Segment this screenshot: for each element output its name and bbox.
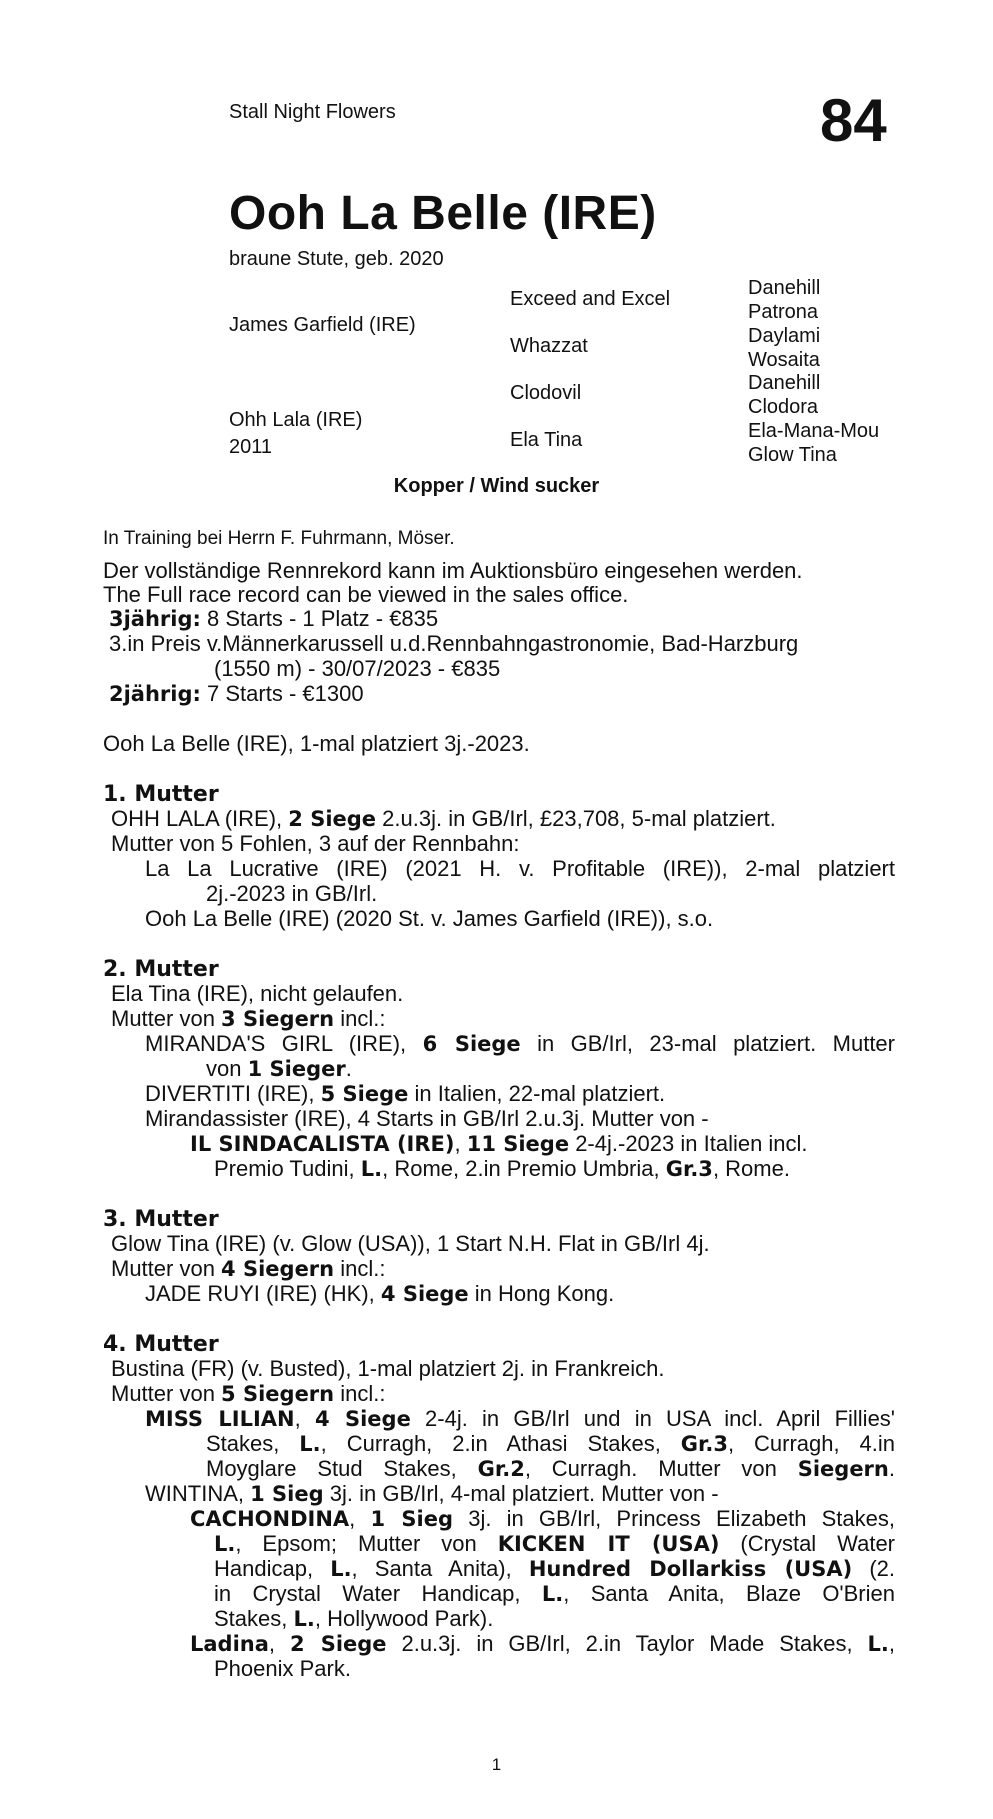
pedigree-gen3-3: Daylami <box>748 325 821 347</box>
record-age3 <box>109 606 438 632</box>
dam4-produce <box>111 1381 385 1407</box>
pedigree-gen3-1: Danehill <box>748 277 821 299</box>
dam4-horse: KICKEN IT (USA) <box>497 1532 720 1556</box>
dam4-text: , Santa Anita, Blaze O'Brien <box>563 1581 895 1606</box>
pedigree-gen3-4: Wosaita <box>748 349 820 371</box>
dam4-grade: L. <box>867 1632 889 1656</box>
dam2-wins: 11 Siege <box>466 1132 570 1156</box>
dam4-grandfoal-2 <box>190 1631 895 1657</box>
record-age2 <box>109 681 364 707</box>
dam2-foal-2 <box>145 1081 665 1107</box>
dam4-text: , Hollywood Park). <box>314 1606 494 1631</box>
dam2-text: DIVERTITI (IRE), <box>145 1081 321 1106</box>
dam4-grandfoal-1 <box>190 1506 895 1532</box>
record-age2-label: 2jährig: <box>109 682 201 706</box>
record-note-en: The Full race record can be viewed in the sales office. <box>103 582 629 607</box>
dam3-text: JADE RUYI (IRE) (HK), <box>145 1281 381 1306</box>
dam4-grandfoal-1-cont <box>214 1606 493 1632</box>
dam4-text: incl.: <box>334 1381 386 1406</box>
dam2-text: von <box>206 1056 248 1081</box>
dam4-winners: 5 Siegern <box>221 1382 335 1406</box>
dam4-text: , Curragh. Mutter von <box>524 1456 798 1481</box>
pedigree-dam-year: 2011 <box>229 436 273 458</box>
dam4-grade: L. <box>330 1557 352 1581</box>
vice-note: Kopper / Wind sucker <box>393 475 600 497</box>
dam4-foal-1-cont <box>206 1456 895 1482</box>
dam3-produce <box>111 1256 385 1282</box>
dam2-winners: 1 Sieger <box>247 1057 346 1081</box>
dam4-grandfoal-1-cont <box>214 1581 895 1607</box>
dam3-wins: 4 Siege <box>380 1282 469 1306</box>
dam3-foal-1 <box>145 1281 614 1307</box>
record-age3-place-cont: (1550 m) - 30/07/2023 - €835 <box>214 656 501 681</box>
dam1-wins: 2 Siege <box>288 807 377 831</box>
dam4-text: Mutter von <box>111 1381 222 1406</box>
dam4-text: , Curragh, 4.in <box>727 1431 895 1456</box>
pedigree-gen3-7: Ela-Mana-Mou <box>748 420 880 442</box>
dam4-grade: Gr.3 <box>680 1432 728 1456</box>
dam2-foal-1-cont <box>206 1056 352 1082</box>
dam4-horse: Ladina <box>190 1632 269 1656</box>
dam2-text: 2-4j.-2023 in Italien incl. <box>569 1131 808 1156</box>
dam4-text: 3j. in GB/Irl, Princess Elizabeth Stakes, <box>453 1506 895 1531</box>
dam2-text: incl.: <box>334 1006 386 1031</box>
dam3-text: Mutter von <box>111 1256 222 1281</box>
page-number: 1 <box>491 1755 502 1774</box>
dam1-produce: Mutter von 5 Fohlen, 3 auf der Rennbahn: <box>111 831 520 856</box>
dam3-line: Glow Tina (IRE) (v. Glow (USA)), 1 Start N.H. Flat in GB/Irl 4j. <box>111 1231 710 1256</box>
lot-number: 84 <box>820 87 887 154</box>
record-age2-text: 7 Starts - €1300 <box>200 681 364 706</box>
dam2-heading: 2. Mutter <box>103 957 219 982</box>
dam1-foal-2: Ooh La Belle (IRE) (2020 St. v. James Garfield (IRE)), s.o. <box>145 906 714 931</box>
dam4-grandfoal-2-cont: Phoenix Park. <box>214 1656 351 1681</box>
training-note: In Training bei Herrn F. Fuhrmann, Möser. <box>103 528 455 549</box>
race-summary: Ooh La Belle (IRE), 1-mal platziert 3j.-2023. <box>103 731 530 756</box>
dam4-text: 2.u.3j. in GB/Irl, 2.in Taylor Made Stakes, <box>386 1631 868 1656</box>
dam2-text: in Italien, 22-mal platziert. <box>408 1081 666 1106</box>
pedigree-gen3-5: Danehill <box>748 372 821 394</box>
dam4-wins: 4 Siege <box>314 1407 411 1431</box>
dam2-grade: L. <box>360 1157 383 1181</box>
dam4-text: , Epsom; Mutter von <box>235 1531 498 1556</box>
dam4-text: (Crystal Water <box>719 1531 896 1556</box>
dam2-text: in GB/Irl, 23-mal platziert. Mutter <box>520 1031 895 1056</box>
dam1-foal-1: La La Lucrative (IRE) (2021 H. v. Profitable (IRE)), 2-mal platziert <box>145 856 895 881</box>
dam4-grade: L. <box>214 1532 236 1556</box>
dam4-wins: 1 Sieg <box>370 1507 454 1531</box>
dam4-text: (2. <box>852 1556 895 1581</box>
dam2-wins: 5 Siege <box>320 1082 409 1106</box>
dam4-text: , <box>888 1631 896 1656</box>
dam4-foal-1 <box>145 1406 895 1432</box>
horse-description: braune Stute, geb. 2020 <box>229 248 444 270</box>
horse-name: Ooh La Belle (IRE) <box>229 187 657 240</box>
dam1-foal-1-cont: 2j.-2023 in GB/Irl. <box>206 881 378 906</box>
dam4-text: . <box>888 1456 895 1481</box>
stable-name: Stall Night Flowers <box>229 101 396 123</box>
record-age3-label: 3jährig: <box>109 607 201 631</box>
dam4-foal-2 <box>145 1481 719 1507</box>
dam3-heading: 3. Mutter <box>103 1207 219 1232</box>
dam4-text: Moyglare Stud Stakes, <box>206 1456 478 1481</box>
pedigree-sire-sire: Exceed and Excel <box>510 288 671 310</box>
dam2-text: , <box>454 1131 467 1156</box>
pedigree-dam: Ohh Lala (IRE) <box>229 409 363 431</box>
dam3-text: in Hong Kong. <box>468 1281 615 1306</box>
dam4-text: 3j. in GB/Irl, 4-mal platziert. Mutter von - <box>323 1481 719 1506</box>
dam4-heading: 4. Mutter <box>103 1332 219 1357</box>
dam2-foal-1 <box>145 1031 895 1057</box>
pedigree-sire-dam: Whazzat <box>510 335 588 357</box>
dam4-grade: Gr.2 <box>477 1457 525 1481</box>
dam4-wins: 2 Siege <box>289 1632 387 1656</box>
record-age3-place: 3.in Preis v.Männerkarussell u.d.Rennbahngastronomie, Bad-Harzburg <box>109 631 799 656</box>
dam3-winners: 4 Siegern <box>221 1257 335 1281</box>
dam2-grandfoal-cont <box>214 1156 790 1182</box>
dam1-heading: 1. Mutter <box>103 782 219 807</box>
dam4-horse: Hundred Dollarkiss (USA) <box>528 1557 853 1581</box>
dam2-horse: IL SINDACALISTA (IRE) <box>190 1132 455 1156</box>
dam2-wins: 6 Siege <box>422 1032 521 1056</box>
dam4-text: Stakes, <box>214 1606 294 1631</box>
dam2-text: , Rome. <box>712 1156 790 1181</box>
dam1-text: OHH LALA (IRE), <box>111 806 289 831</box>
dam4-foal-1-cont <box>206 1431 895 1457</box>
dam2-produce <box>111 1006 385 1032</box>
dam2-foal-3: Mirandassister (IRE), 4 Starts in GB/Irl 2.u.3j. Mutter von - <box>145 1106 709 1131</box>
dam2-winners: 3 Siegern <box>221 1007 335 1031</box>
dam4-winners: Siegern <box>797 1457 889 1481</box>
dam2-text: MIRANDA'S GIRL (IRE), <box>145 1031 423 1056</box>
record-note-de: Der vollständige Rennrekord kann im Auktionsbüro eingesehen werden. <box>103 558 803 583</box>
dam4-grandfoal-1-cont <box>214 1556 895 1582</box>
pedigree-dam-sire: Clodovil <box>510 382 582 404</box>
dam2-text: Premio Tudini, <box>214 1156 361 1181</box>
dam4-text: 2-4j. in GB/Irl und in USA incl. April Fillies' <box>410 1406 895 1431</box>
pedigree-gen3-8: Glow Tina <box>748 444 837 466</box>
dam1-text: 2.u.3j. in GB/Irl, £23,708, 5-mal platziert. <box>376 806 776 831</box>
dam4-horse: CACHONDINA <box>190 1507 350 1531</box>
dam4-text: Handicap, <box>214 1556 331 1581</box>
dam4-text: Stakes, <box>206 1431 300 1456</box>
record-age3-text: 8 Starts - 1 Platz - €835 <box>200 606 439 631</box>
catalogue-body <box>103 0 903 1819</box>
dam4-text: , <box>294 1406 315 1431</box>
dam4-text: WINTINA, <box>145 1481 251 1506</box>
dam4-horse: MISS LILIAN <box>145 1407 295 1431</box>
pedigree-gen3-2: Patrona <box>748 301 819 323</box>
dam4-grade: L. <box>541 1582 564 1606</box>
dam2-grandfoal <box>190 1131 808 1157</box>
dam3-text: incl.: <box>334 1256 386 1281</box>
dam2-text: , Rome, 2.in Premio Umbria, <box>382 1156 666 1181</box>
pedigree-sire: James Garfield (IRE) <box>229 314 416 336</box>
dam4-grade: L. <box>299 1432 321 1456</box>
dam2-text: . <box>345 1056 352 1081</box>
dam1-line <box>111 806 776 832</box>
dam2-line: Ela Tina (IRE), nicht gelaufen. <box>111 981 404 1006</box>
dam4-text: in Crystal Water Handicap, <box>214 1581 542 1606</box>
dam2-grade: Gr.3 <box>665 1157 713 1181</box>
dam4-wins: 1 Sieg <box>250 1482 324 1506</box>
dam4-text: , Curragh, 2.in Athasi Stakes, <box>320 1431 681 1456</box>
dam2-text: Mutter von <box>111 1006 222 1031</box>
dam4-grade: L. <box>293 1607 315 1631</box>
dam4-line: Bustina (FR) (v. Busted), 1-mal platziert 2j. in Frankreich. <box>111 1356 665 1381</box>
pedigree-gen3-6: Clodora <box>748 396 819 418</box>
dam4-text: , Santa Anita), <box>351 1556 529 1581</box>
dam4-text: , <box>268 1631 290 1656</box>
pedigree-dam-dam: Ela Tina <box>510 429 583 451</box>
dam4-grandfoal-1-cont <box>214 1531 895 1557</box>
dam4-text: , <box>349 1506 371 1531</box>
